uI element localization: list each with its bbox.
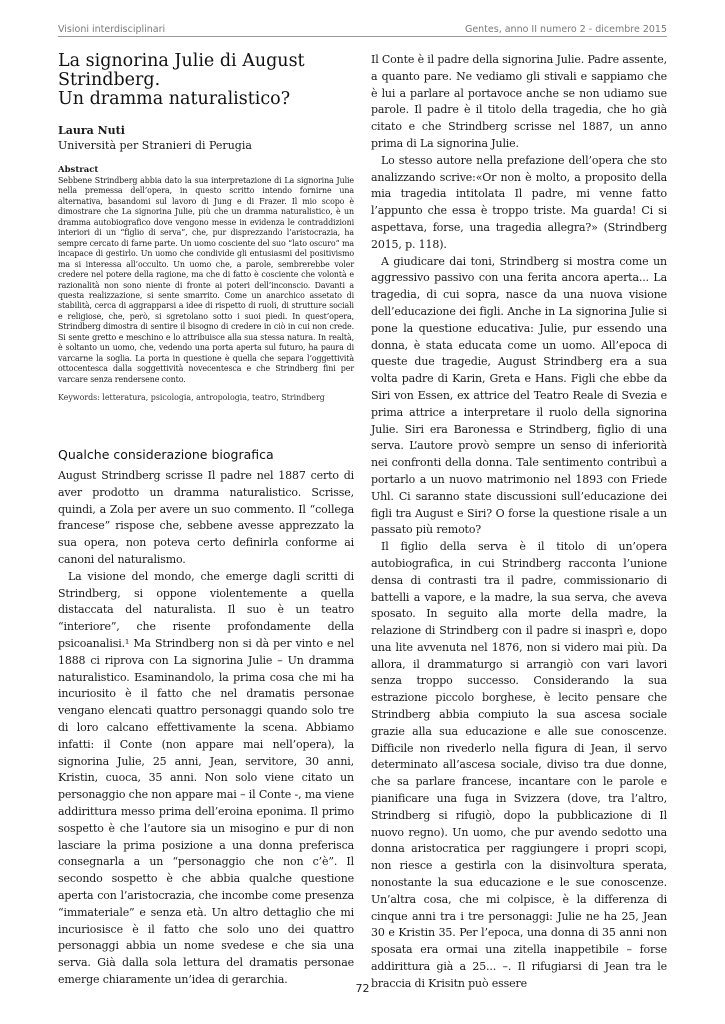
page-number: 72 [355, 982, 370, 995]
body-paragraph: A giudicare dai toni, Strindberg si mostra come un aggressivo passivo con una ferita ancora aperta... La tragedia, di cui sopra, nasce da una nuova visione dell’educazione dei figli. Anche in La signorina Julie si pone la questione educativa: Julie, pur essendo una donna, è stata educata come un uomo. All’epoca di queste due tragedie, August Strindberg era a sua volta padre di Karin, Greta e Hans. Figli che ebbe da Siri von Essen, ex attrice del Teatro Reale di Svezia e prima attrice a interpretare il ruolo della signorina Julie. Siri era Baronessa e Strindberg, figlio di una serva. L’autore provò sempre un senso di inferiorità nei confronti della donna. Tale sentimento contribuì a portarlo a un nuovo matrimonio nel 1893 con Friede Uhl. Ci saranno state discussioni sull’educazione dei figli tra August e Siri? O forse la questione risale a un passato più remoto? [371, 254, 667, 537]
journal-section-label: Visioni interdisciplinari [58, 24, 166, 35]
article-title [58, 52, 354, 109]
right-column [371, 52, 667, 993]
section-heading: Qualche considerazione biografica [58, 447, 274, 463]
author-affiliation: Università per Stranieri di Perugia [58, 139, 252, 152]
body-paragraph: La visione del mondo, che emerge dagli scritti di Strindberg, si oppone violentemente a quella distaccata del naturalista. Il suo è un teatro “interiore”, che risente profondamente della psicoanalisi.¹ Ma Strindberg non si dà per vinto e nel 1888 ci riprova con La signorina Julie – Un dramma naturalistico. Esaminandolo, la prima cosa che mi ha incuriosito è il fatto che nel dramatis personae vengano elencati quattro personaggi quando solo tre di loro calcano effettivamente la scena. Abbiamo infatti: il Conte (non appare mai nell’opera), la signorina Julie, 25 anni, Jean, servitore, 30 anni, Kristin, cuoca, 35 anni. Non solo viene citato un personaggio che non appare mai – il Conte -, ma viene addirittura messo prima dell’eroina eponima. Il primo sospetto è che l’autore sia un misogino e pur di non lasciare la prima posizione a una donna preferisca consegnarla a un “personaggio che non c’è”. Il secondo sospetto è che abbia qualche questione aperta con l’aristocrazia, che incombe come presenza “immateriale” e senza età. Un altro dettaglio che mi incuriosisce è il fatto che solo uno dei quattro personaggi abbia un nome svedese e che sia una serva. Già dalla sola lettura del dramatis personae emerge chiaramente un’idea di gerarchia. [58, 569, 354, 986]
left-body-text [58, 468, 354, 989]
body-paragraph: Lo stesso autore nella prefazione dell’opera che sto analizzando scrive:«Or non è molto, a proposito della mia tragedia intitolata Il padre, mi venne fatto l’appunto che essa è troppo triste. Ma guarda! Ci si aspettava, forse, una tragedia allegra?» (Strindberg 2015, p. 118). [371, 153, 667, 251]
title-line: Un dramma naturalistico? [58, 89, 291, 109]
author-name: Laura Nuti [58, 124, 125, 137]
body-paragraph: August Strindberg scrisse Il padre nel 1887 certo di aver prodotto un dramma naturalistico. Scrisse, quindi, a Zola per avere un suo commento. Il “collega francese” rispose che, sebbene avesse apprezzato la sua opera, non poteva certo definirla conforme ai canoni del naturalismo. [58, 469, 354, 567]
journal-issue-label: Gentes, anno II numero 2 - dicembre 2015 [464, 24, 667, 35]
body-paragraph: Il Conte è il padre della signorina Julie. Padre assente, a quanto pare. Ne vediamo gli stivali e sappiamo che è lui a parlare al portavoce anche se non udiamo sue parole. Il padre è il titolo della tragedia, che ho già citato e che Strindberg scrisse nel 1887, un anno prima di La signorina Julie. [371, 53, 667, 150]
title-line: La signorina Julie di August [58, 51, 305, 71]
running-head [58, 24, 667, 37]
keywords: Keywords: letteratura, psicologia, antropologia, teatro, Strindberg [58, 393, 325, 403]
title-line: Strindberg. [58, 70, 161, 90]
abstract-text: Sebbene Strindberg abbia dato la sua interpretazione di La signorina Julie nella premessa dell’opera, in questo scritto intendo fornirne una alternativa, basandomi sul lavoro di Jung e di Frazer. Il mio scopo è dimostrare che La signorina Julie, più che un dramma naturalistico, è un dramma autobiografico dove vengono messe in evidenza le contraddizioni interiori di un “figlio di serva”, che, pur disprezzando l’aristocrazia, ha sempre cercato di farne parte. Un uomo cosciente del suo “lato oscuro” ma incapace di gestirlo. Un uomo che condivide gli entusiasmi del positivismo ma si interessa all’occulto. Un uomo che, a parole, sembrerebbe voler credere nel potere della ragione, ma che di fatto è cosciente che volontà e razionalità non sono niente di fronte ai poteri dell’inconscio. Davanti a questa realizzazione, si sente smarrito. Come un anarchico assetato di stabilità, cerca di aggrapparsi a idee di rispetto di ruoli, di strutture sociali e religiose, che, però, si sgretolano sotto i suoi piedi. In quest’opera, Strindberg dimostra di sentire il bisogno di credere in ciò in cui non crede. Si sente gretto e meschino e lo attribuisce alla sua stessa natura. In realtà, è soltanto un uomo, che, vedendo una porta aperta sul futuro, ha paura di varcarne la soglia. La porta in questione è quella che separa l’oggettività ottocentesca dalla soggettività novecentesca e che Strindberg fini per varcare senza rendersene conto. [58, 176, 354, 384]
left-column [58, 52, 354, 989]
body-paragraph: Il figlio della serva è il titolo di un’opera autobiografica, in cui Strindberg racconta l’unione densa di contrasti tra il padre, commissionario di battelli a vapore, e la madre, la sua serva, che aveva sposato. In seguito alla morte della madre, la relazione di Strindberg con il padre si inasprì e, dopo una lite avvenuta nel 1876, non si videro mai più. Da allora, il drammaturgo si arrangiò con vari lavori senza troppo successo. Considerando la sua estrazione piccolo borghese, è lecito pensare che Strindberg abbia compiuto la sua ascesa sociale grazie alla sua educazione e alle sue conoscenze. Difficile non rivederlo nella figura di Jean, il servo determinato all’ascesa sociale, diviso tra due donne, che sa parlare francese, incantare con le parole e pianificare una fuga in Svizzera (dove, tra l’altro, Strindberg si rifugiò, dopo la pubblicazione di Il nuovo regno). Un uomo, che pur avendo sedotto una donna aristocratica per raggiungere i propri scopi, non riesce a gestirla con la disinvoltura sperata, nonostante la sua educazione e le sue conoscenze. Un’altra cosa, che mi colpisce, è la differenza di cinque anni tra i tre personaggi: Julie ne ha 25, Jean 30 e Kristin 35. Per l’epoca, una donna di 35 anni non sposata era ormai una zitella inappetibile – forse addirittura già a 25... –. Il rifugiarsi di Jean tra le braccia di Krisitn può essere [371, 540, 667, 990]
abstract-heading: Abstract [58, 165, 99, 175]
right-body-text [371, 52, 667, 993]
